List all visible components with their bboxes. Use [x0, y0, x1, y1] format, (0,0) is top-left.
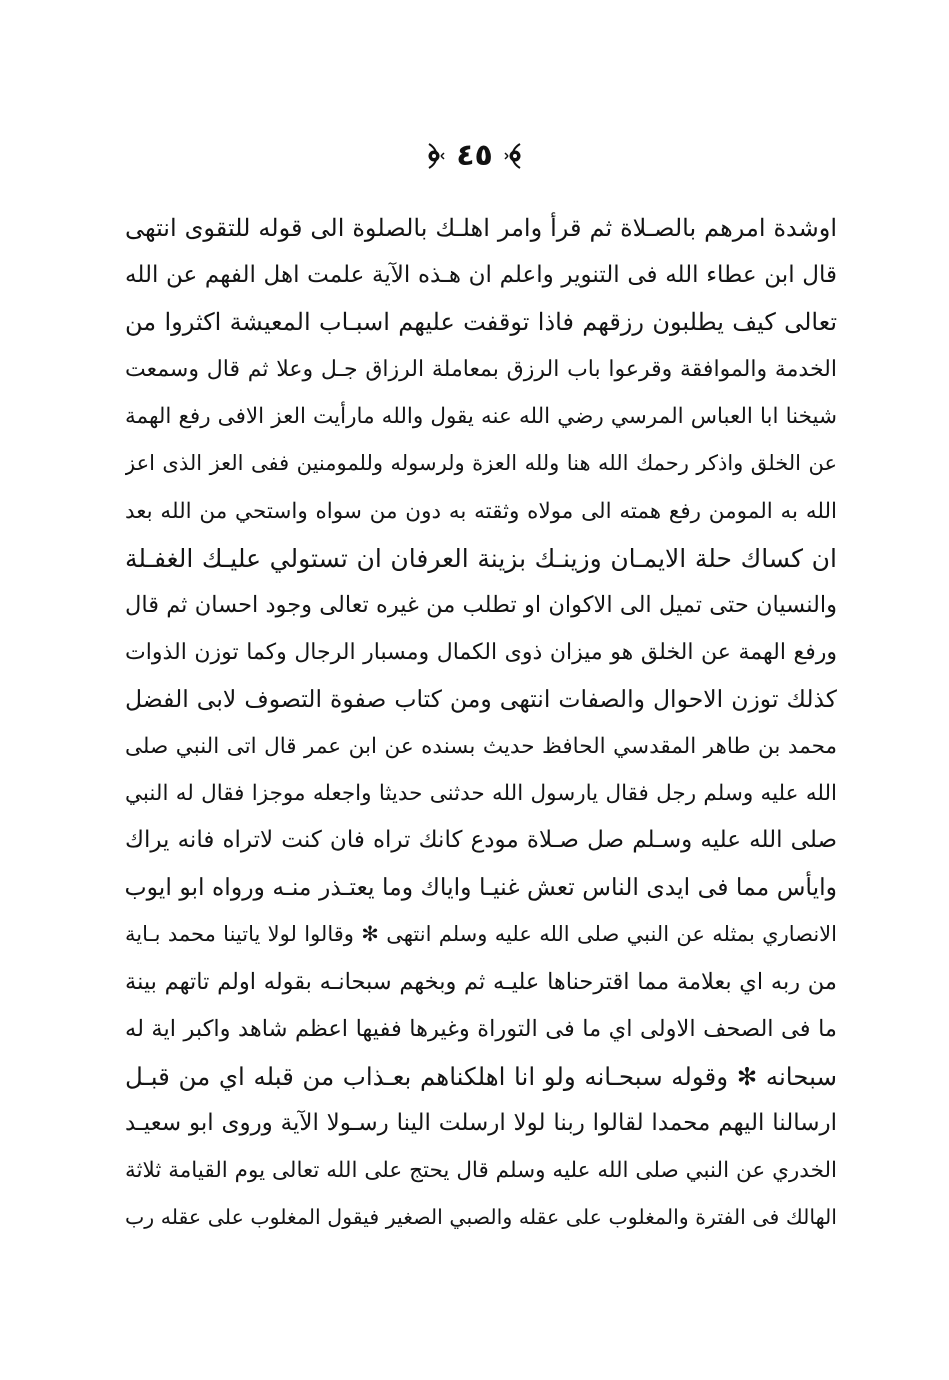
text-line: محمد بن طاهر المقدسي الحافظ حديث بسنده عن ابن عمر قال اتى النبي صلى: [125, 734, 837, 760]
text-line: ارسالنا اليهم محمدا لقالوا ربنا لولا ارسلت الينا رسـولا الآية وروى ابو سعيـد: [125, 1109, 837, 1136]
text-line: ان كساك حلة الايمـان وزينـك بزينة العرفان ان تستولي عليـك الغفـلة: [125, 543, 837, 573]
text-line: عن الخلق واذكر رحمك الله هنا ولله العزة ولرسوله وللمومنين ففى العز الذى اعز: [125, 451, 837, 476]
text-line: الله به المومن رفع همته الى مولاه وثقته به دون من سواه واستحي من الله بعد: [125, 498, 837, 524]
page-header: [0, 132, 949, 180]
text-line: الخدمة والموافقة وقرعوا باب الرزق بمعاملة الرزاق جـل وعلا ثم قال وسمعت: [125, 357, 837, 383]
text-line: تعالى كيف يطلبون رزقهم فاذا توقفت عليهم اسبـاب المعيشة اكثروا من: [125, 308, 837, 337]
text-line: صلى الله عليه وسـلم صل صـلاة مودع كانك تراه فان كنت لاتراه فانه يراك: [125, 827, 837, 854]
text-line: والنسيان حتى تميل الى الاكوان او تطلب من غيره تعالى وجود احسان ثم قال: [125, 591, 837, 618]
text-line: ما فى الصحف الاولى اي ما فى التوراة وغيرها ففيها اعظم شاهد واكبر اية له: [125, 1015, 837, 1042]
text-line: الهالك فى الفترة والمغلوب على عقله والصبي الصغير فيقول المغلوب على عقله رب: [125, 1204, 837, 1229]
text-line: وايأس مما فى ايدى الناس تعش غنيـا واياك وما يعتـذر منـه ورواه ابو ايوب: [125, 873, 837, 902]
text-line: اوشدة امرهم بالصـلاة ثم قرأ وامر اهلـك بالصلوة الى قوله للتقوى انتهى: [125, 214, 837, 242]
ornament-left-icon: [420, 141, 446, 171]
page-number-frame: [420, 138, 529, 173]
text-line: سبحانه ✻ وقوله سبحـانه ولو انا اهلكناهم بعـذاب من قبله اي من قبـل: [125, 1061, 837, 1091]
text-line: الخدري عن النبي صلى الله عليه وسلم قال يحتج على الله تعالى يوم القيامة ثلاثة: [125, 1157, 837, 1183]
ornament-right-icon: [503, 141, 529, 171]
page-number: ٤٥: [456, 138, 493, 173]
text-line: شيخنا ابا العباس المرسي رضي الله عنه يقول والله مارأيت العز الافى رفع الهمة: [125, 404, 837, 430]
text-line: ورفع الهمة عن الخلق هو ميزان ذوى الكمال ومسبار الرجال وكما توزن الذوات: [125, 639, 837, 665]
text-line: كذلك توزن الاحوال والصفات انتهى ومن كتاب صفوة التصوف لابى الفضل: [125, 684, 837, 713]
text-line: الانصاري بمثله عن النبي صلى الله عليه وسلم انتهى ✻ وقالوا لولا ياتينا محمد بـاية: [125, 922, 837, 947]
text-line: الله عليه وسلم رجل فقال يارسول الله حدثنى حديثا واجعله موجزا فقال له النبي: [125, 781, 837, 807]
text-line: من ربه اي بعلامة مما اقترحناها عليـه ثم وبخهم سبحانـه بقوله اولم تاتهم بينة: [125, 968, 837, 995]
text-line: قال ابن عطاء الله فى التنوير واعلم ان هـذه الآية علمت اهل الفهم عن الله: [125, 262, 837, 289]
body-text: [125, 205, 837, 1241]
